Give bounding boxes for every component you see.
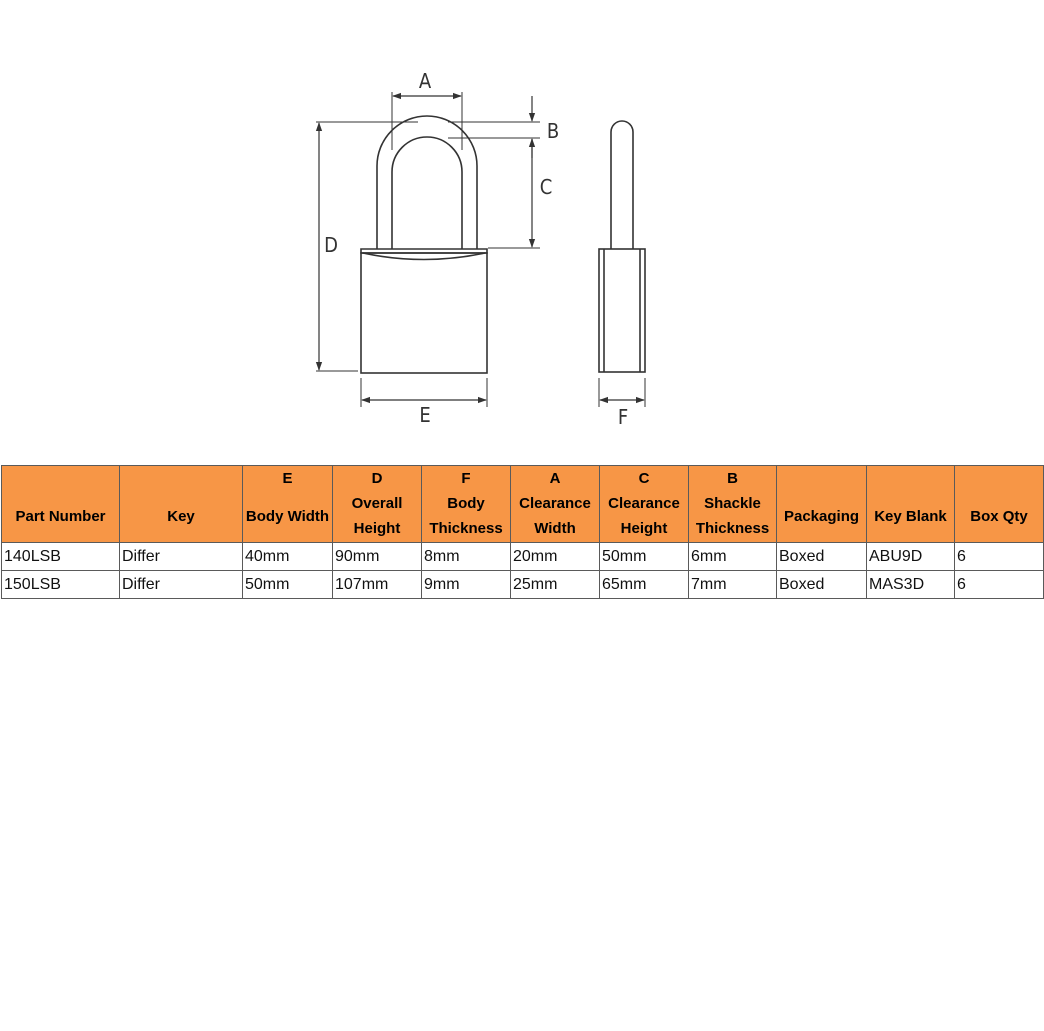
letter-cell: A <box>511 466 600 491</box>
cell-body-width: 40mm <box>243 543 333 571</box>
header-clearance-height: Clearance Height <box>600 490 689 543</box>
letter-cell: D <box>333 466 422 491</box>
cell-body-width: 50mm <box>243 571 333 599</box>
letter-cell: C <box>600 466 689 491</box>
cell-clearance-width: 20mm <box>511 543 600 571</box>
dim-label-e: E <box>419 403 431 427</box>
cell-shackle-thickness: 7mm <box>689 571 777 599</box>
specification-table <box>1 465 1044 599</box>
header-overall-height: Overall Height <box>333 490 422 543</box>
header-key: Key <box>120 490 243 543</box>
letter-cell <box>867 466 955 491</box>
cell-body-thickness: 8mm <box>422 543 511 571</box>
cell-overall-height: 90mm <box>333 543 422 571</box>
cell-part-number: 140LSB <box>2 543 120 571</box>
shackle-side <box>611 121 633 249</box>
dim-label-b: B <box>546 119 560 143</box>
padlock-side-view <box>599 121 645 372</box>
cell-part-number: 150LSB <box>2 571 120 599</box>
table-row <box>2 543 1044 571</box>
letter-cell <box>120 466 243 491</box>
letter-cell <box>955 466 1044 491</box>
cell-shackle-thickness: 6mm <box>689 543 777 571</box>
shackle-inner <box>392 137 462 249</box>
header-clearance-width: Clearance Width <box>511 490 600 543</box>
header-shackle-thickness: Shackle Thickness <box>689 490 777 543</box>
dim-label-a: A <box>418 69 432 93</box>
column-header-row <box>2 490 1044 543</box>
dim-label-c: C <box>539 175 553 199</box>
cell-packaging: Boxed <box>777 543 867 571</box>
header-body-width: Body Width <box>243 490 333 543</box>
letter-cell <box>2 466 120 491</box>
cell-clearance-height: 50mm <box>600 543 689 571</box>
padlock-dimension-diagram <box>0 0 1044 440</box>
cell-box-qty: 6 <box>955 571 1044 599</box>
dimension-letter-row <box>2 466 1044 491</box>
letter-cell: B <box>689 466 777 491</box>
cell-body-thickness: 9mm <box>422 571 511 599</box>
dimension-arrows <box>319 96 644 400</box>
cell-clearance-height: 65mm <box>600 571 689 599</box>
padlock-body <box>361 253 487 373</box>
cell-packaging: Boxed <box>777 571 867 599</box>
header-body-thickness: Body Thickness <box>422 490 511 543</box>
dim-label-d: D <box>324 233 338 257</box>
header-box-qty: Box Qty <box>955 490 1044 543</box>
cell-box-qty: 6 <box>955 543 1044 571</box>
cell-clearance-width: 25mm <box>511 571 600 599</box>
dim-label-f: F <box>617 405 629 429</box>
letter-cell <box>777 466 867 491</box>
body-curve <box>363 253 485 260</box>
header-key-blank: Key Blank <box>867 490 955 543</box>
header-part-number: Part Number <box>2 490 120 543</box>
cell-key: Differ <box>120 571 243 599</box>
cell-key-blank: ABU9D <box>867 543 955 571</box>
letter-cell: F <box>422 466 511 491</box>
cell-key-blank: MAS3D <box>867 571 955 599</box>
cell-key: Differ <box>120 543 243 571</box>
padlock-body-side <box>599 249 645 372</box>
table-row <box>2 571 1044 599</box>
header-packaging: Packaging <box>777 490 867 543</box>
letter-cell: E <box>243 466 333 491</box>
padlock-front-view <box>361 116 487 373</box>
cell-overall-height: 107mm <box>333 571 422 599</box>
